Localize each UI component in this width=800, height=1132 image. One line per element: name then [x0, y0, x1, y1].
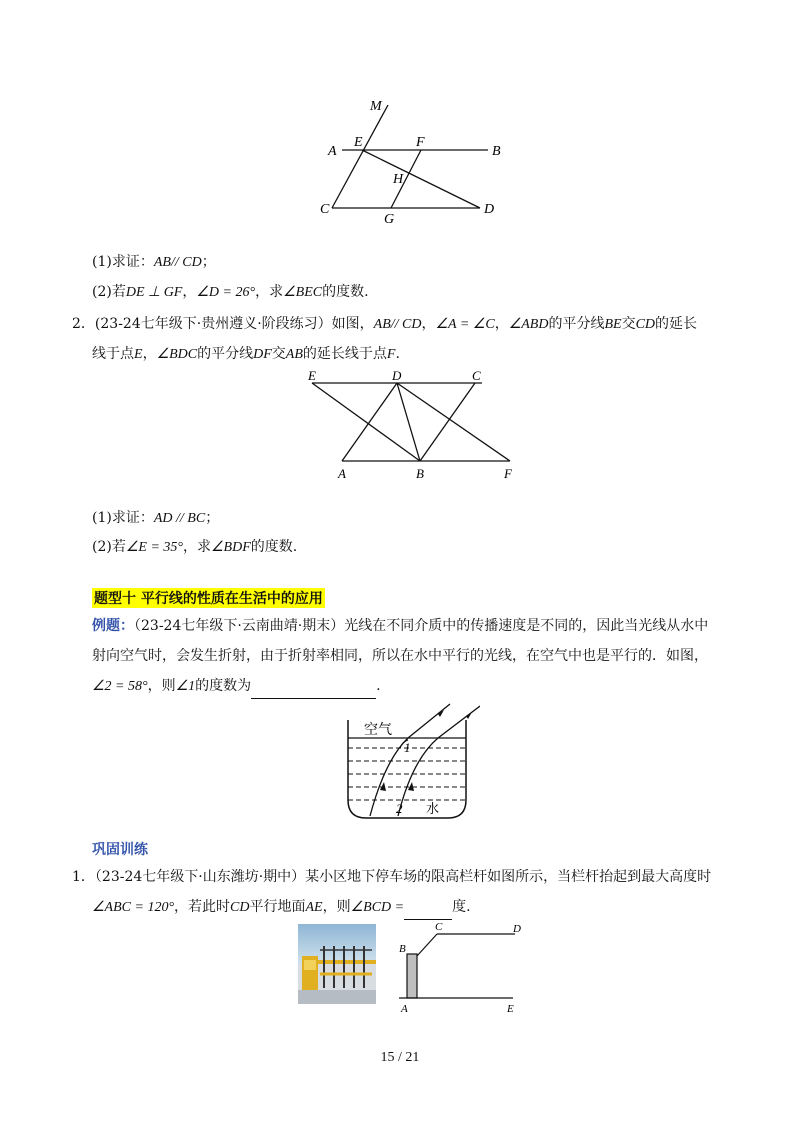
- answer-blank[interactable]: [251, 678, 376, 699]
- q2-line1: [72, 314, 697, 335]
- q2-t4: 交: [621, 316, 636, 332]
- q2-l2-m1: E: [134, 347, 143, 362]
- figure-water-refraction: [340, 700, 480, 825]
- practice-text1: （23-24七年级下·山东潍坊·期中）某小区地下停车场的限高栏杆如图所示，当栏杆抬起到最大高度时: [94, 869, 712, 885]
- practice-number: 1．: [72, 869, 95, 885]
- label-B: B: [416, 466, 424, 481]
- label-M: M: [370, 99, 382, 114]
- q2-part2-prefix: (2)若: [92, 539, 126, 555]
- q1-part2-sep: ，: [182, 284, 197, 300]
- q2-part2-math1: ∠E = 35°: [125, 540, 183, 555]
- label-A: A: [328, 144, 337, 159]
- barrier-photo-drawing: [298, 924, 376, 1004]
- q2-t1: ，: [421, 316, 436, 332]
- practice-answer-blank[interactable]: [404, 899, 452, 920]
- q1-part1-math: AB// CD: [153, 255, 202, 270]
- label-B: B: [399, 943, 406, 955]
- q2-m1: AB// CD: [373, 317, 422, 332]
- practice-line2: [92, 897, 471, 920]
- angle-1: 1: [404, 740, 411, 755]
- example-label: 例题：: [92, 618, 134, 634]
- q2-part2-suffix: 的度数.: [250, 539, 298, 555]
- figure-barrier-diagram: [395, 920, 525, 1015]
- q2-line2: [92, 344, 400, 365]
- q1-part2-mid: ，求: [255, 284, 284, 300]
- q2-l2-m4: AB: [285, 347, 303, 362]
- example-text2: 射向空气时，会发生折射，由于折射率相同，所以在水中平行的光线，在空气中也是平行的．如图，: [92, 648, 708, 664]
- figure-parallel-lines-1: [300, 95, 520, 230]
- label-water: 水: [426, 802, 440, 817]
- q2-l2-m5: F: [386, 347, 396, 362]
- q2-l2-m3: DF: [253, 347, 272, 362]
- q2-part2-mid: ，求: [183, 539, 211, 555]
- q2-l2-m2: ∠BDC: [156, 347, 198, 362]
- example-text1: （23-24七年级下·云南曲靖·期末）光线在不同介质中的传播速度是不同的，因此当光线从水中: [134, 618, 709, 634]
- practice-math2: CD: [230, 900, 250, 915]
- label-A: A: [401, 1003, 408, 1015]
- q2-part2-math2: ∠BDF: [211, 540, 251, 555]
- q2-t2: ，: [494, 316, 509, 332]
- q1-part2-math2: ∠D = 26°: [196, 285, 256, 300]
- practice-line1: [72, 867, 711, 887]
- figure-parallel-lines-2: [300, 368, 525, 483]
- label-D: D: [513, 923, 521, 935]
- q1-part2-suffix: 的度数.: [322, 284, 369, 300]
- q2-l2-t3: 的平分线: [197, 346, 254, 362]
- example-line1: [92, 616, 708, 636]
- section-title: 题型十 平行线的性质在生活中的应用: [92, 588, 325, 608]
- practice-text5: 度.: [452, 899, 471, 915]
- example-line2: [92, 646, 708, 666]
- q2-part1-prefix: (1)求证：: [92, 510, 154, 526]
- q1-part1-prefix: (1)求证：: [92, 254, 154, 270]
- angle-2: 2: [396, 801, 403, 816]
- practice-math1: ∠ABC = 120°: [92, 900, 175, 915]
- q2-t5: 的延长: [655, 316, 698, 332]
- q2-l2-t5: 的延长线于点: [302, 346, 387, 362]
- label-F: F: [504, 466, 512, 481]
- barrier-photo: [298, 924, 376, 1004]
- practice-text3: 平行地面: [249, 899, 306, 915]
- q1-part2: [92, 282, 369, 303]
- practice-math3: AE: [305, 900, 323, 915]
- example-text4: 的度数为: [195, 678, 252, 694]
- label-E: E: [354, 135, 363, 150]
- label-H: H: [393, 172, 404, 187]
- q1-part2-prefix: (2)若: [92, 284, 126, 300]
- example-text5: .: [376, 678, 381, 694]
- q1-part2-math1: DE ⊥ GF: [125, 285, 183, 300]
- q1-part1: [92, 252, 216, 273]
- label-F: F: [416, 135, 425, 150]
- q2-l2-t4: 交: [271, 346, 286, 362]
- q2-t3: 的平分线: [548, 316, 605, 332]
- q2-l2-t1: 线于点: [92, 346, 134, 362]
- practice-text4: ，则: [322, 899, 351, 915]
- q2-part1-suffix: ；: [205, 510, 220, 526]
- label-air: 空气: [364, 722, 392, 738]
- practice-math4: ∠BCD =: [350, 900, 405, 915]
- label-B: B: [492, 144, 501, 159]
- q2-number: 2．: [72, 316, 95, 332]
- q2-m4: BE: [604, 317, 622, 332]
- label-C: C: [472, 368, 481, 383]
- label-E: E: [507, 1003, 514, 1015]
- q1-part1-suffix: ；: [201, 254, 216, 270]
- q2-m2: ∠A = ∠C: [435, 317, 495, 332]
- example-math1: ∠2 = 58°: [92, 679, 148, 694]
- label-C: C: [320, 202, 330, 217]
- q2-l2-t6: .: [395, 346, 400, 362]
- q2-m3: ∠ABD: [508, 317, 549, 332]
- practice-title: 巩固训练: [92, 842, 148, 858]
- q1-part2-math3: ∠BEC: [283, 285, 323, 300]
- practice-text2: ，若此时: [174, 899, 231, 915]
- q2-l2-t2: ，: [142, 346, 157, 362]
- label-E: E: [308, 368, 316, 383]
- example-line3: [92, 676, 381, 699]
- label-D: D: [392, 368, 402, 383]
- label-D: D: [484, 202, 495, 217]
- q2-part1-math: AD // BC: [153, 511, 206, 526]
- q2-source: (23-24七年级下·贵州遵义·阶段练习）如图，: [94, 316, 374, 332]
- q2-part1: [92, 508, 219, 529]
- label-C: C: [435, 921, 443, 933]
- q2-m5: CD: [635, 317, 656, 332]
- q2-part2: [92, 537, 297, 558]
- page-number: 15 / 21: [380, 1050, 420, 1065]
- example-math2: ∠1: [175, 679, 196, 694]
- label-G: G: [384, 212, 395, 227]
- example-text3: ，则: [147, 678, 176, 694]
- label-A: A: [338, 466, 346, 481]
